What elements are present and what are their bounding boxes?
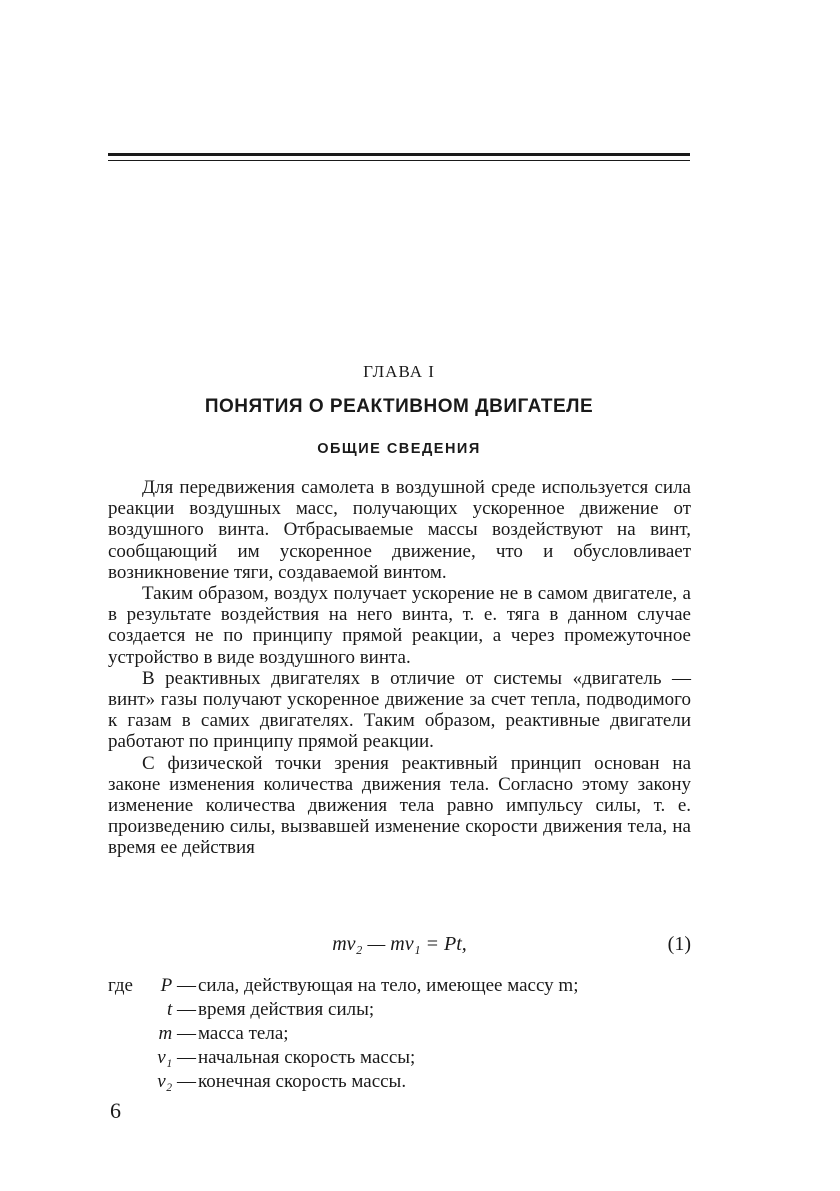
equation-expression: mv₂ — mv₁ = Pt,: [332, 933, 467, 955]
section-title: ОБЩИЕ СВЕДЕНИЯ: [317, 441, 481, 457]
legend-definition: начальная скорость массы;: [198, 1047, 416, 1068]
legend-row: [108, 998, 691, 1022]
paragraph: С физической точки зрения реактивный принцип основан на законе изменения количества движения тела. Согласно этому закону изменение количества движения тела равно импульсу силы, т. е. произведению силы, вызвавшей изменение скорости движения тела, на время ее действия: [108, 752, 691, 859]
legend-row: [108, 974, 691, 998]
legend-symbol: v₂ —: [157, 1071, 196, 1092]
legend-definition: масса тела;: [198, 1023, 289, 1044]
variable-legend: [108, 974, 691, 1094]
header-rule-thick: [108, 153, 690, 156]
paragraph: Для передвижения самолета в воздушной среде используется сила реакции воздушных масс, получающих ускоренное движение от воздушного винта. Отбрасываемые массы воздействуют на винт, сообщающий им ускоренное движение, что и обусловливает возникновение тяги, создаваемой винтом.: [108, 477, 691, 583]
legend-row: [108, 1046, 691, 1070]
legend-symbol: P —: [160, 975, 196, 996]
legend-definition: конечная скорость массы.: [198, 1071, 407, 1092]
legend-row: [108, 1070, 691, 1094]
equation: [108, 933, 691, 959]
legend-where-label: где: [108, 975, 133, 996]
chapter-title: ПОНЯТИЯ О РЕАКТИВНОМ ДВИГАТЕЛЕ: [204, 396, 594, 417]
paragraph: В реактивных двигателях в отличие от системы «двигатель — винт» газы получают ускоренное движение за счет тепла, подводимого к газам в самих двигателях. Таким образом, реактивные двигатели работают по принципу прямой реакции.: [108, 667, 691, 753]
legend-symbol: t —: [166, 999, 196, 1020]
chapter-label: ГЛАВА I: [363, 362, 435, 381]
equation-number: (1): [667, 933, 691, 955]
legend-symbol: m —: [158, 1023, 196, 1044]
page-number: 6: [110, 1098, 121, 1123]
body-text: [108, 477, 691, 859]
legend-row: [108, 1022, 691, 1046]
legend-definition: сила, действующая на тело, имеющее массу m;: [198, 975, 579, 996]
legend-definition: время действия силы;: [198, 999, 375, 1020]
header-rule-thin: [108, 160, 690, 161]
legend-symbol: v₁ —: [157, 1047, 196, 1068]
paragraph: Таким образом, воздух получает ускорение не в самом двигателе, а в результате воздействия на него винта, т. е. тяга в данном случае создается не по принципу прямой реакции, а через промежуточное устройство в виде воздушного винта.: [108, 583, 691, 668]
